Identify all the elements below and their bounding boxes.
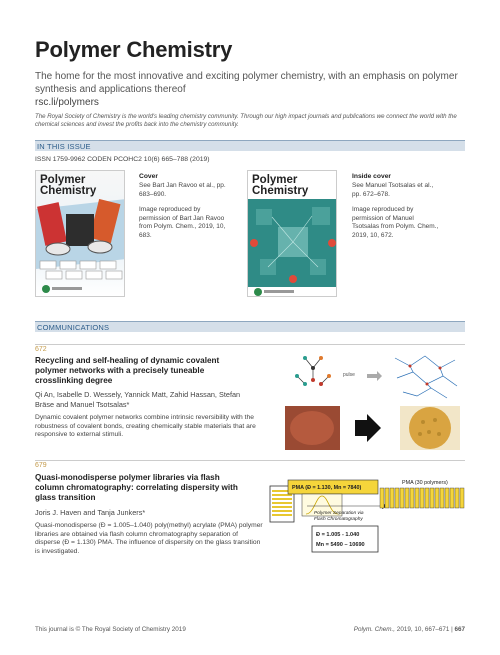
inside-cover-image bbox=[247, 170, 337, 297]
footer-citation bbox=[354, 626, 465, 633]
article-page-number: 679 bbox=[35, 462, 47, 469]
svg-text:PMA (30 polymers): PMA (30 polymers) bbox=[402, 480, 448, 486]
article-title[interactable]: Quasi-monodisperse polymer libraries via flash column chromatography: correlating dispersity with glass transition bbox=[35, 473, 238, 502]
article-title[interactable]: Recycling and self-healing of dynamic covalent polymer networks with a precisely tuneable crosslinking degree bbox=[35, 356, 220, 385]
journal-url[interactable]: rsc.li/polymers bbox=[35, 97, 99, 108]
front-cover-art bbox=[36, 199, 125, 297]
communications-bar bbox=[35, 321, 465, 332]
inside-cover-credit: Image reproduced by permission of Manuel Tsotsalas from Polym. Chem., 2019, 10, 672. bbox=[352, 206, 439, 239]
front-cover-image bbox=[35, 170, 125, 297]
in-this-issue-bar bbox=[35, 140, 465, 151]
svg-text:PMA (Đ = 1.130, Mn = 7840): PMA (Đ = 1.130, Mn = 7840) bbox=[292, 485, 362, 491]
article-1-graphic bbox=[285, 348, 470, 453]
svg-text:Polymer Separation via: Polymer Separation via bbox=[314, 511, 364, 516]
communications-heading: COMMUNICATIONS bbox=[37, 323, 110, 332]
svg-text:Mn = 5490 – 10690: Mn = 5490 – 10690 bbox=[316, 542, 365, 548]
inside-cover-art bbox=[248, 199, 337, 297]
journal-title: Polymer Chemistry bbox=[35, 37, 233, 62]
article-divider bbox=[35, 460, 465, 461]
svg-text:Đ = 1.005 - 1.040: Đ = 1.005 - 1.040 bbox=[316, 532, 360, 538]
issn-line: ISSN 1759-9962 CODEN PCOHC2 10(6) 665–788 (2019) bbox=[35, 156, 210, 163]
front-cover-title: Polymer Chemistry bbox=[40, 174, 97, 197]
in-this-issue-heading: IN THIS ISSUE bbox=[37, 142, 91, 151]
article-abstract: Dynamic covalent polymer networks combine intrinsic reversibility with the robustness of covalent bonds, creating chemically stable materials that are responsive to external stimuli. bbox=[35, 414, 256, 438]
inside-cover-title: Polymer Chemistry bbox=[252, 174, 309, 197]
footer-volume-pages: 2019, 10, 667–671 | bbox=[395, 626, 455, 633]
front-cover-ref: See Bart Jan Ravoo et al., pp. 683–690. bbox=[139, 182, 226, 198]
rsc-blurb: The Royal Society of Chemistry is the world's leading chemistry community. Through our high impact journals and publications we connect the world with the chemical sciences and invest the profits back into the chemistry community. bbox=[35, 113, 457, 128]
article-divider bbox=[35, 344, 465, 345]
article-authors: Joris J. Haven and Tanja Junkers* bbox=[35, 508, 146, 517]
inside-cover-label: Inside cover bbox=[352, 173, 392, 180]
article-abstract: Quasi-monodisperse (Đ = 1.005–1.040) poly(methyl) acrylate (PMA) polymer libraries are obtained via flash column chromatography separation of disperse (Đ = 1.130) PMA. The influence of dispersity on the glass transition is investigated. bbox=[35, 522, 263, 555]
footer-copyright: This journal is © The Royal Society of Chemistry 2019 bbox=[35, 626, 186, 633]
footer-page-number: 667 bbox=[454, 626, 465, 633]
svg-text:pulse: pulse bbox=[343, 372, 355, 378]
article-page-number: 672 bbox=[35, 346, 47, 353]
journal-tagline: The home for the most innovative and exciting polymer chemistry, with an emphasis on polymer synthesis and applications thereof bbox=[35, 71, 458, 95]
svg-text:Flash Chromatography: Flash Chromatography bbox=[314, 517, 363, 522]
article-authors: Qi An, Isabelle D. Wessely, Yannick Matt, Zahid Hassan, Stefan Bräse and Manuel Tsotsalas* bbox=[35, 390, 241, 409]
article-2-graphic bbox=[262, 476, 470, 576]
inside-cover-ref: See Manuel Tsotsalas et al., pp. 672–678. bbox=[352, 182, 434, 198]
footer-journal-abbrev: Polym. Chem., bbox=[353, 626, 396, 633]
front-cover-label: Cover bbox=[139, 173, 158, 180]
front-cover-credit: Image reproduced by permission of Bart Jan Ravoo from Polym. Chem., 2019, 10, 683. bbox=[139, 206, 226, 239]
